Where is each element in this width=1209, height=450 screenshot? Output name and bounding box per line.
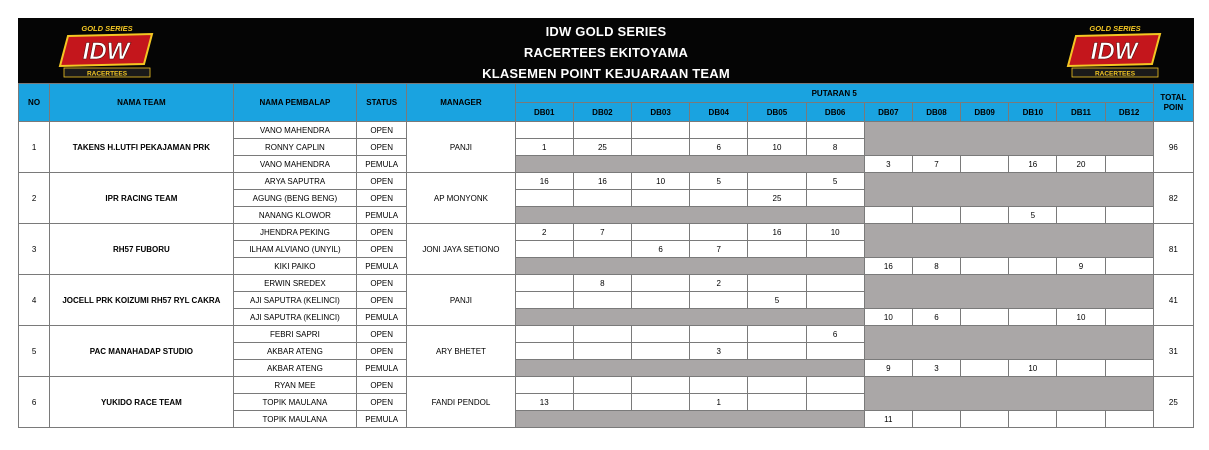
header-manager: MANAGER xyxy=(407,84,515,122)
point-cell: 16 xyxy=(573,173,631,190)
header-class-db05: DB05 xyxy=(748,103,806,122)
header-class-db12: DB12 xyxy=(1105,103,1153,122)
team-name: JOCELL PRK KOIZUMI RH57 RYL CAKRA xyxy=(50,275,234,326)
point-cell xyxy=(806,377,864,394)
team-number: 2 xyxy=(19,173,50,224)
team-manager: PANJI xyxy=(407,122,515,173)
point-cell xyxy=(748,275,806,292)
point-cell: 16 xyxy=(864,258,912,275)
point-cell: 9 xyxy=(1057,258,1105,275)
point-cell: 6 xyxy=(690,139,748,156)
point-cell: 9 xyxy=(864,360,912,377)
point-cell xyxy=(748,343,806,360)
table-row xyxy=(19,224,1194,241)
table-row xyxy=(19,377,1194,394)
inactive-block xyxy=(864,377,1153,411)
rider-status: OPEN xyxy=(357,292,407,309)
standings-body xyxy=(19,122,1194,428)
header-class-db03: DB03 xyxy=(632,103,690,122)
team-number: 3 xyxy=(19,224,50,275)
point-cell xyxy=(1009,258,1057,275)
inactive-block xyxy=(515,309,864,326)
point-cell: 7 xyxy=(912,156,960,173)
team-name: PAC MANAHADAP STUDIO xyxy=(50,326,234,377)
header-class-db06: DB06 xyxy=(806,103,864,122)
point-cell xyxy=(632,224,690,241)
point-cell: 5 xyxy=(1009,207,1057,224)
point-cell xyxy=(806,275,864,292)
svg-text:IDW: IDW xyxy=(82,38,130,65)
point-cell: 10 xyxy=(806,224,864,241)
point-cell xyxy=(632,326,690,343)
point-cell xyxy=(1105,258,1153,275)
point-cell xyxy=(573,241,631,258)
point-cell: 7 xyxy=(690,241,748,258)
rider-name: ILHAM ALVIANO (UNYIL) xyxy=(233,241,356,258)
inactive-block xyxy=(864,275,1153,309)
team-total: 81 xyxy=(1153,224,1193,275)
point-cell: 6 xyxy=(806,326,864,343)
team-number: 4 xyxy=(19,275,50,326)
point-cell xyxy=(690,190,748,207)
point-cell xyxy=(912,411,960,428)
point-cell xyxy=(748,241,806,258)
point-cell: 10 xyxy=(1057,309,1105,326)
point-cell xyxy=(690,326,748,343)
header-rider: NAMA PEMBALAP xyxy=(233,84,356,122)
point-cell: 3 xyxy=(690,343,748,360)
rider-name: RYAN MEE xyxy=(233,377,356,394)
title-banner xyxy=(18,18,1194,83)
header-class-db04: DB04 xyxy=(690,103,748,122)
rider-name: RONNY CAPLIN xyxy=(233,139,356,156)
rider-status: PEMULA xyxy=(357,309,407,326)
point-cell: 2 xyxy=(515,224,573,241)
team-total: 25 xyxy=(1153,377,1193,428)
team-manager: PANJI xyxy=(407,275,515,326)
rider-status: OPEN xyxy=(357,122,407,139)
point-cell xyxy=(1105,156,1153,173)
rider-status: PEMULA xyxy=(357,360,407,377)
rider-name: TOPIK MAULANA xyxy=(233,394,356,411)
point-cell xyxy=(632,292,690,309)
team-total: 96 xyxy=(1153,122,1193,173)
point-cell xyxy=(806,292,864,309)
rider-name: AKBAR ATENG xyxy=(233,360,356,377)
rider-status: PEMULA xyxy=(357,258,407,275)
rider-status: OPEN xyxy=(357,394,407,411)
point-cell: 5 xyxy=(748,292,806,309)
inactive-block xyxy=(515,360,864,377)
header-status: STATUS xyxy=(357,84,407,122)
team-manager: JONI JAYA SETIONO xyxy=(407,224,515,275)
inactive-block xyxy=(864,173,1153,207)
point-cell: 8 xyxy=(912,258,960,275)
point-cell: 3 xyxy=(864,156,912,173)
point-cell: 13 xyxy=(515,394,573,411)
rider-name: KIKI PAIKO xyxy=(233,258,356,275)
point-cell xyxy=(961,309,1009,326)
inactive-block xyxy=(515,156,864,173)
svg-text:GOLD SERIES: GOLD SERIES xyxy=(1089,24,1141,33)
point-cell xyxy=(515,275,573,292)
rider-status: OPEN xyxy=(357,343,407,360)
point-cell xyxy=(748,326,806,343)
point-cell xyxy=(961,156,1009,173)
rider-name: FEBRI SAPRI xyxy=(233,326,356,343)
inactive-block xyxy=(864,122,1153,156)
rider-name: AGUNG (BENG BENG) xyxy=(233,190,356,207)
point-cell xyxy=(573,377,631,394)
header-team: NAMA TEAM xyxy=(50,84,234,122)
header-class-db10: DB10 xyxy=(1009,103,1057,122)
point-cell xyxy=(573,394,631,411)
point-cell xyxy=(748,394,806,411)
point-cell: 11 xyxy=(864,411,912,428)
point-cell xyxy=(1057,360,1105,377)
point-cell: 16 xyxy=(515,173,573,190)
rider-status: OPEN xyxy=(357,326,407,343)
rider-name: AKBAR ATENG xyxy=(233,343,356,360)
point-cell: 25 xyxy=(748,190,806,207)
point-cell: 6 xyxy=(912,309,960,326)
point-cell xyxy=(690,224,748,241)
point-cell xyxy=(632,343,690,360)
point-cell: 6 xyxy=(632,241,690,258)
team-name: RH57 FUBORU xyxy=(50,224,234,275)
team-total: 41 xyxy=(1153,275,1193,326)
team-manager: ARY BHETET xyxy=(407,326,515,377)
header-round: PUTARAN 5 xyxy=(515,84,1153,103)
point-cell xyxy=(515,292,573,309)
banner-subtitle: RACERTEES EKITOYAMA xyxy=(523,45,689,60)
rider-status: PEMULA xyxy=(357,207,407,224)
point-cell xyxy=(632,190,690,207)
point-cell xyxy=(864,207,912,224)
header-class-db11: DB11 xyxy=(1057,103,1105,122)
point-cell xyxy=(515,377,573,394)
inactive-block xyxy=(515,411,864,428)
team-name: YUKIDO RACE TEAM xyxy=(50,377,234,428)
team-total: 31 xyxy=(1153,326,1193,377)
header-class-db08: DB08 xyxy=(912,103,960,122)
point-cell: 25 xyxy=(573,139,631,156)
point-cell: 10 xyxy=(1009,360,1057,377)
inactive-block xyxy=(515,258,864,275)
point-cell xyxy=(515,190,573,207)
svg-text:RACERTEES: RACERTEES xyxy=(86,70,128,78)
standings-sheet xyxy=(18,18,1194,428)
point-cell xyxy=(1057,411,1105,428)
header-class-db09: DB09 xyxy=(961,103,1009,122)
rider-name: VANO MAHENDRA xyxy=(233,156,356,173)
point-cell xyxy=(690,122,748,139)
team-total: 82 xyxy=(1153,173,1193,224)
rider-name: AJI SAPUTRA (KELINCI) xyxy=(233,292,356,309)
point-cell: 8 xyxy=(573,275,631,292)
point-cell xyxy=(806,190,864,207)
rider-status: OPEN xyxy=(357,173,407,190)
team-name: TAKENS H.LUTFI PEKAJAMAN PRK xyxy=(50,122,234,173)
point-cell xyxy=(690,292,748,309)
team-name: IPR RACING TEAM xyxy=(50,173,234,224)
point-cell xyxy=(961,207,1009,224)
point-cell xyxy=(632,275,690,292)
point-cell: 20 xyxy=(1057,156,1105,173)
rider-name: NANANG KLOWOR xyxy=(233,207,356,224)
inactive-block xyxy=(515,207,864,224)
point-cell: 16 xyxy=(1009,156,1057,173)
point-cell: 7 xyxy=(573,224,631,241)
point-cell xyxy=(632,122,690,139)
point-cell xyxy=(515,326,573,343)
svg-text:GOLD SERIES: GOLD SERIES xyxy=(81,24,133,33)
rider-name: AJI SAPUTRA (KELINCI) xyxy=(233,309,356,326)
point-cell xyxy=(961,360,1009,377)
point-cell: 3 xyxy=(912,360,960,377)
rider-status: OPEN xyxy=(357,190,407,207)
point-cell xyxy=(515,241,573,258)
standings-table xyxy=(18,83,1194,428)
rider-status: OPEN xyxy=(357,377,407,394)
rider-name: VANO MAHENDRA xyxy=(233,122,356,139)
rider-status: PEMULA xyxy=(357,411,407,428)
rider-status: OPEN xyxy=(357,275,407,292)
header-class-db07: DB07 xyxy=(864,103,912,122)
point-cell: 5 xyxy=(806,173,864,190)
point-cell: 16 xyxy=(748,224,806,241)
point-cell xyxy=(573,326,631,343)
svg-text:RACERTEES: RACERTEES xyxy=(1094,70,1136,78)
idw-logo-left xyxy=(50,22,164,78)
point-cell xyxy=(961,258,1009,275)
rider-status: PEMULA xyxy=(357,156,407,173)
rider-name: ARYA SAPUTRA xyxy=(233,173,356,190)
point-cell: 10 xyxy=(748,139,806,156)
point-cell xyxy=(515,343,573,360)
inactive-block xyxy=(864,326,1153,360)
point-cell: 2 xyxy=(690,275,748,292)
point-cell xyxy=(1105,411,1153,428)
point-cell xyxy=(748,377,806,394)
table-row xyxy=(19,122,1194,139)
team-manager: AP MONYONK xyxy=(407,173,515,224)
point-cell xyxy=(515,122,573,139)
point-cell: 10 xyxy=(632,173,690,190)
rider-name: ERWIN SREDEX xyxy=(233,275,356,292)
point-cell xyxy=(961,411,1009,428)
idw-logo-right xyxy=(1058,22,1172,78)
point-cell xyxy=(632,139,690,156)
table-row xyxy=(19,173,1194,190)
header-total: TOTAL POIN xyxy=(1153,84,1193,122)
point-cell xyxy=(632,377,690,394)
table-row xyxy=(19,275,1194,292)
team-number: 1 xyxy=(19,122,50,173)
header-class-db01: DB01 xyxy=(515,103,573,122)
point-cell xyxy=(573,292,631,309)
team-number: 5 xyxy=(19,326,50,377)
rider-name: TOPIK MAULANA xyxy=(233,411,356,428)
point-cell xyxy=(632,394,690,411)
table-row xyxy=(19,326,1194,343)
team-manager: FANDI PENDOL xyxy=(407,377,515,428)
point-cell xyxy=(806,343,864,360)
rider-status: OPEN xyxy=(357,241,407,258)
rider-status: OPEN xyxy=(357,224,407,241)
team-number: 6 xyxy=(19,377,50,428)
point-cell xyxy=(573,343,631,360)
point-cell xyxy=(1009,309,1057,326)
point-cell xyxy=(1057,207,1105,224)
point-cell: 10 xyxy=(864,309,912,326)
inactive-block xyxy=(864,224,1153,258)
banner-heading: KLASEMEN POINT KEJUARAAN TEAM xyxy=(482,66,730,81)
point-cell xyxy=(573,190,631,207)
point-cell xyxy=(573,122,631,139)
point-cell xyxy=(806,394,864,411)
banner-title: IDW GOLD SERIES xyxy=(545,24,667,39)
point-cell xyxy=(1009,411,1057,428)
point-cell: 1 xyxy=(515,139,573,156)
point-cell xyxy=(1105,309,1153,326)
point-cell xyxy=(806,122,864,139)
point-cell xyxy=(912,207,960,224)
header-no: NO xyxy=(19,84,50,122)
point-cell xyxy=(748,173,806,190)
rider-status: OPEN xyxy=(357,139,407,156)
point-cell: 5 xyxy=(690,173,748,190)
point-cell: 1 xyxy=(690,394,748,411)
point-cell: 8 xyxy=(806,139,864,156)
point-cell xyxy=(690,377,748,394)
point-cell xyxy=(1105,207,1153,224)
point-cell xyxy=(806,241,864,258)
rider-name: JHENDRA PEKING xyxy=(233,224,356,241)
point-cell xyxy=(748,122,806,139)
point-cell xyxy=(1105,360,1153,377)
header-class-db02: DB02 xyxy=(573,103,631,122)
svg-text:IDW: IDW xyxy=(1090,38,1138,65)
